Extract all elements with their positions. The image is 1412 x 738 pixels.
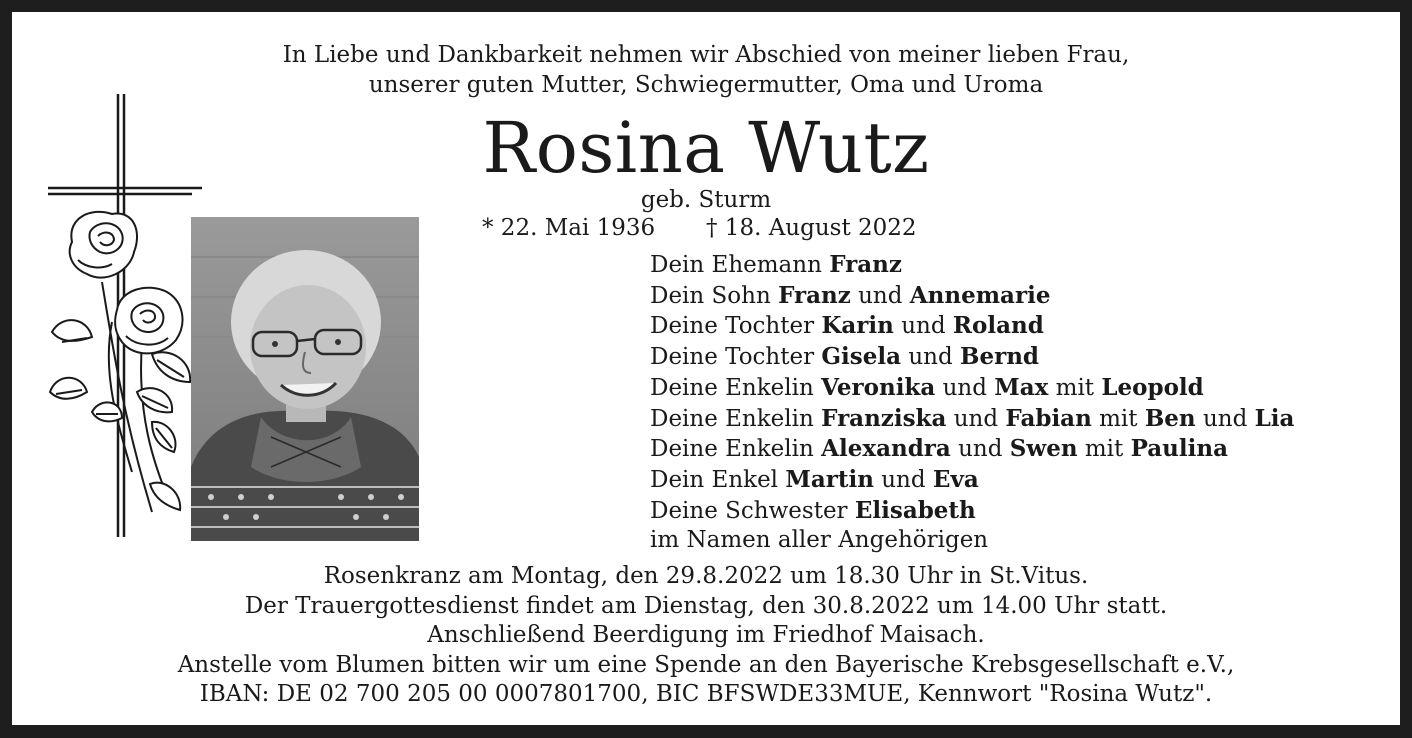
mourner-relation: mit bbox=[1077, 436, 1131, 463]
mourner-relation: und bbox=[893, 313, 953, 340]
mourner-row bbox=[650, 373, 1294, 404]
cross-with-roses-icon bbox=[42, 92, 207, 542]
mourner-row bbox=[650, 404, 1294, 435]
mourner-relation: und bbox=[901, 344, 960, 371]
mourner-name: Veronika bbox=[821, 373, 936, 401]
mourner-row bbox=[650, 434, 1294, 465]
mourner-relation: Deine Tochter bbox=[650, 313, 822, 340]
deceased-name: Rosina Wutz bbox=[482, 107, 930, 189]
mourner-name: Franz bbox=[829, 251, 902, 278]
mourner-name: Alexandra bbox=[821, 435, 951, 463]
mourner-relation: Dein Sohn bbox=[650, 282, 779, 309]
mourner-relation: und bbox=[1195, 405, 1255, 432]
mourner-relation: und bbox=[946, 405, 1006, 432]
mourner-relation: und bbox=[935, 374, 995, 401]
mourner-name: Franziska bbox=[821, 404, 947, 432]
mourner-relation: Deine Enkelin bbox=[650, 436, 822, 463]
service-details bbox=[0, 562, 1412, 710]
mourner-name: Lia bbox=[1254, 404, 1295, 432]
obituary-card bbox=[12, 12, 1400, 725]
mourner-name: Elisabeth bbox=[854, 496, 976, 524]
mourner-relation: mit bbox=[1048, 374, 1102, 401]
mourner-row bbox=[650, 342, 1294, 373]
mourner-relation: und bbox=[850, 282, 910, 309]
mourner-row bbox=[650, 465, 1294, 496]
mourner-name: Karin bbox=[821, 312, 894, 340]
mourner-name: Swen bbox=[1009, 435, 1078, 463]
mourner-name: Paulina bbox=[1130, 435, 1228, 463]
donation-line: Anstelle vom Blumen bitten wir um eine Spende an den Bayerische Krebsgesellschaft e.V., bbox=[177, 651, 1235, 678]
mourner-name: Ben bbox=[1144, 404, 1196, 432]
mourner-row bbox=[650, 496, 1294, 527]
intro-line: In Liebe und Dankbarkeit nehmen wir Abschied von meiner lieben Frau, bbox=[282, 42, 1130, 68]
mourner-name: Eva bbox=[932, 465, 979, 493]
intro-text bbox=[0, 40, 1412, 100]
mourner-name: Bernd bbox=[960, 343, 1039, 371]
mourner-name: Leopold bbox=[1101, 373, 1204, 401]
death-date: † 18. August 2022 bbox=[706, 215, 917, 241]
intro-line: unserer guten Mutter, Schwiegermutter, Oma und Uroma bbox=[368, 72, 1044, 98]
mourner-relation: mit bbox=[1091, 405, 1145, 432]
mourner-name: Martin bbox=[785, 465, 874, 493]
mourner-relation: Deine Enkelin bbox=[650, 374, 822, 401]
mourner-relation: und bbox=[873, 466, 933, 493]
rosary-line: Rosenkranz am Montag, den 29.8.2022 um 18.30 Uhr in St.Vitus. bbox=[323, 563, 1089, 589]
mourner-row bbox=[650, 526, 1294, 556]
mourner-name: Franz bbox=[778, 281, 851, 309]
mourner-row bbox=[650, 311, 1294, 342]
mourner-relation: Dein Enkel bbox=[650, 466, 786, 493]
mourner-relation: Deine Enkelin bbox=[650, 405, 822, 432]
mourner-name: Fabian bbox=[1005, 404, 1092, 432]
maiden-name: geb. Sturm bbox=[640, 187, 772, 213]
mourner-name: Annemarie bbox=[909, 281, 1051, 309]
portrait-photo bbox=[191, 217, 419, 541]
mourner-name: Max bbox=[994, 373, 1049, 401]
bank-details-line: IBAN: DE 02 700 205 00 0007801700, BIC BFSWDE33MUE, Kennwort "Rosina Wutz". bbox=[199, 681, 1213, 708]
mourner-relation: Deine Tochter bbox=[650, 344, 822, 371]
mourner-relation: Deine Schwester bbox=[650, 497, 855, 524]
mourner-relation: im Namen aller Angehörigen bbox=[650, 527, 989, 554]
mourner-row bbox=[650, 250, 1294, 281]
mourner-name: Roland bbox=[952, 312, 1044, 340]
mourner-relation: und bbox=[950, 436, 1010, 463]
funeral-service-line: Der Trauergottesdienst findet am Dienstag, den 30.8.2022 um 14.00 Uhr statt. bbox=[244, 592, 1168, 619]
birth-date: * 22. Mai 1936 bbox=[482, 215, 656, 241]
mourners-list bbox=[650, 250, 1294, 556]
mourner-name: Gisela bbox=[821, 343, 902, 371]
mourner-relation: Dein Ehemann bbox=[650, 252, 830, 278]
mourner-row bbox=[650, 281, 1294, 312]
burial-line: Anschließend Beerdigung im Friedhof Maisach. bbox=[427, 622, 985, 649]
